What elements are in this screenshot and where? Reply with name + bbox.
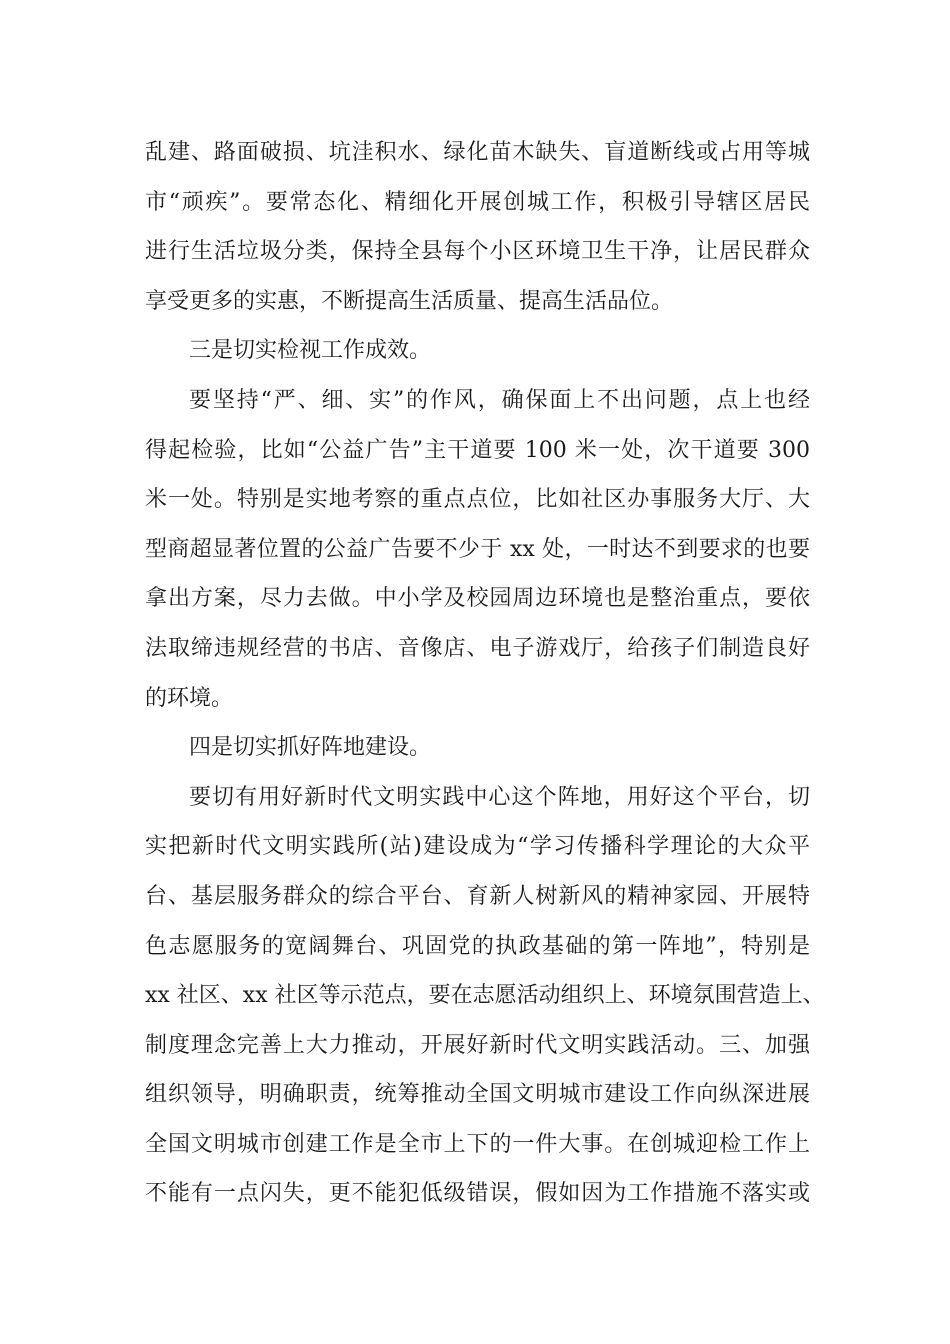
text-line: 制度理念完善上大力推动，开展好新时代文明实践活动。三、加强 <box>145 1032 810 1058</box>
text-line: 法取缔违规经营的书店、音像店、电子游戏厅，给孩子们制造良好 <box>145 635 810 661</box>
text-line: 的环境。 <box>145 685 234 711</box>
text-line: 市“顽疾”。要常态化、精细化开展创城工作，积极引导辖区居民 <box>145 189 810 215</box>
paragraph-1 <box>145 128 810 326</box>
text-line: xx 社区、xx 社区等示范点，要在志愿活动组织上、环境氛围营造上、 <box>145 983 825 1009</box>
text-line: 不能有一点闪失，更不能犯低级错误，假如因为工作措施不落实或 <box>145 1181 810 1207</box>
paragraph-4-heading <box>145 723 810 773</box>
section-heading: 四是切实抓好阵地建设。 <box>189 735 432 761</box>
text-line: 型商超显著位置的公益广告要不少于 xx 处，一时达不到要求的也要 <box>145 536 810 562</box>
text-line: 要坚持“严、细、实”的作风，确保面上不出问题，点上也经 <box>189 387 810 413</box>
text-line: 乱建、路面破损、坑洼积水、绿化苗木缺失、盲道断线或占用等城 <box>145 140 810 165</box>
text-line: 拿出方案，尽力去做。中小学及校园周边环境也是整治重点，要依 <box>145 586 810 612</box>
text-line: 得起检验，比如“公益广告”主干道要 100 米一处，次干道要 300 <box>145 437 810 463</box>
paragraph-5 <box>145 773 825 1219</box>
document-page <box>145 128 825 1219</box>
text-line: 享受更多的实惠，不断提高生活质量、提高生活品位。 <box>145 288 674 314</box>
text-line: 台、基层服务群众的综合平台、育新人树新风的精神家园、开展特 <box>145 883 810 909</box>
paragraph-3 <box>145 376 810 723</box>
text-line: 实把新时代文明实践所(站)建设成为“学习传播科学理论的大众平 <box>145 834 810 860</box>
text-line: 色志愿服务的宽阔舞台、巩固党的执政基础的第一阵地”，特别是 <box>145 933 810 959</box>
text-line: 组织领导，明确职责，统筹推动全国文明城市建设工作向纵深进展 <box>145 1082 810 1108</box>
section-heading: 三是切实检视工作成效。 <box>189 338 432 364</box>
text-line: 进行生活垃圾分类，保持全县每个小区环境卫生干净，让居民群众 <box>145 239 810 265</box>
paragraph-2-heading <box>145 326 810 376</box>
text-line: 米一处。特别是实地考察的重点点位，比如社区办事服务大厅、大 <box>145 487 810 513</box>
text-line: 全国文明城市创建工作是全市上下的一件大事。在创城迎检工作上 <box>145 1131 810 1157</box>
text-line: 要切有用好新时代文明实践中心这个阵地，用好这个平台，切 <box>189 784 810 810</box>
